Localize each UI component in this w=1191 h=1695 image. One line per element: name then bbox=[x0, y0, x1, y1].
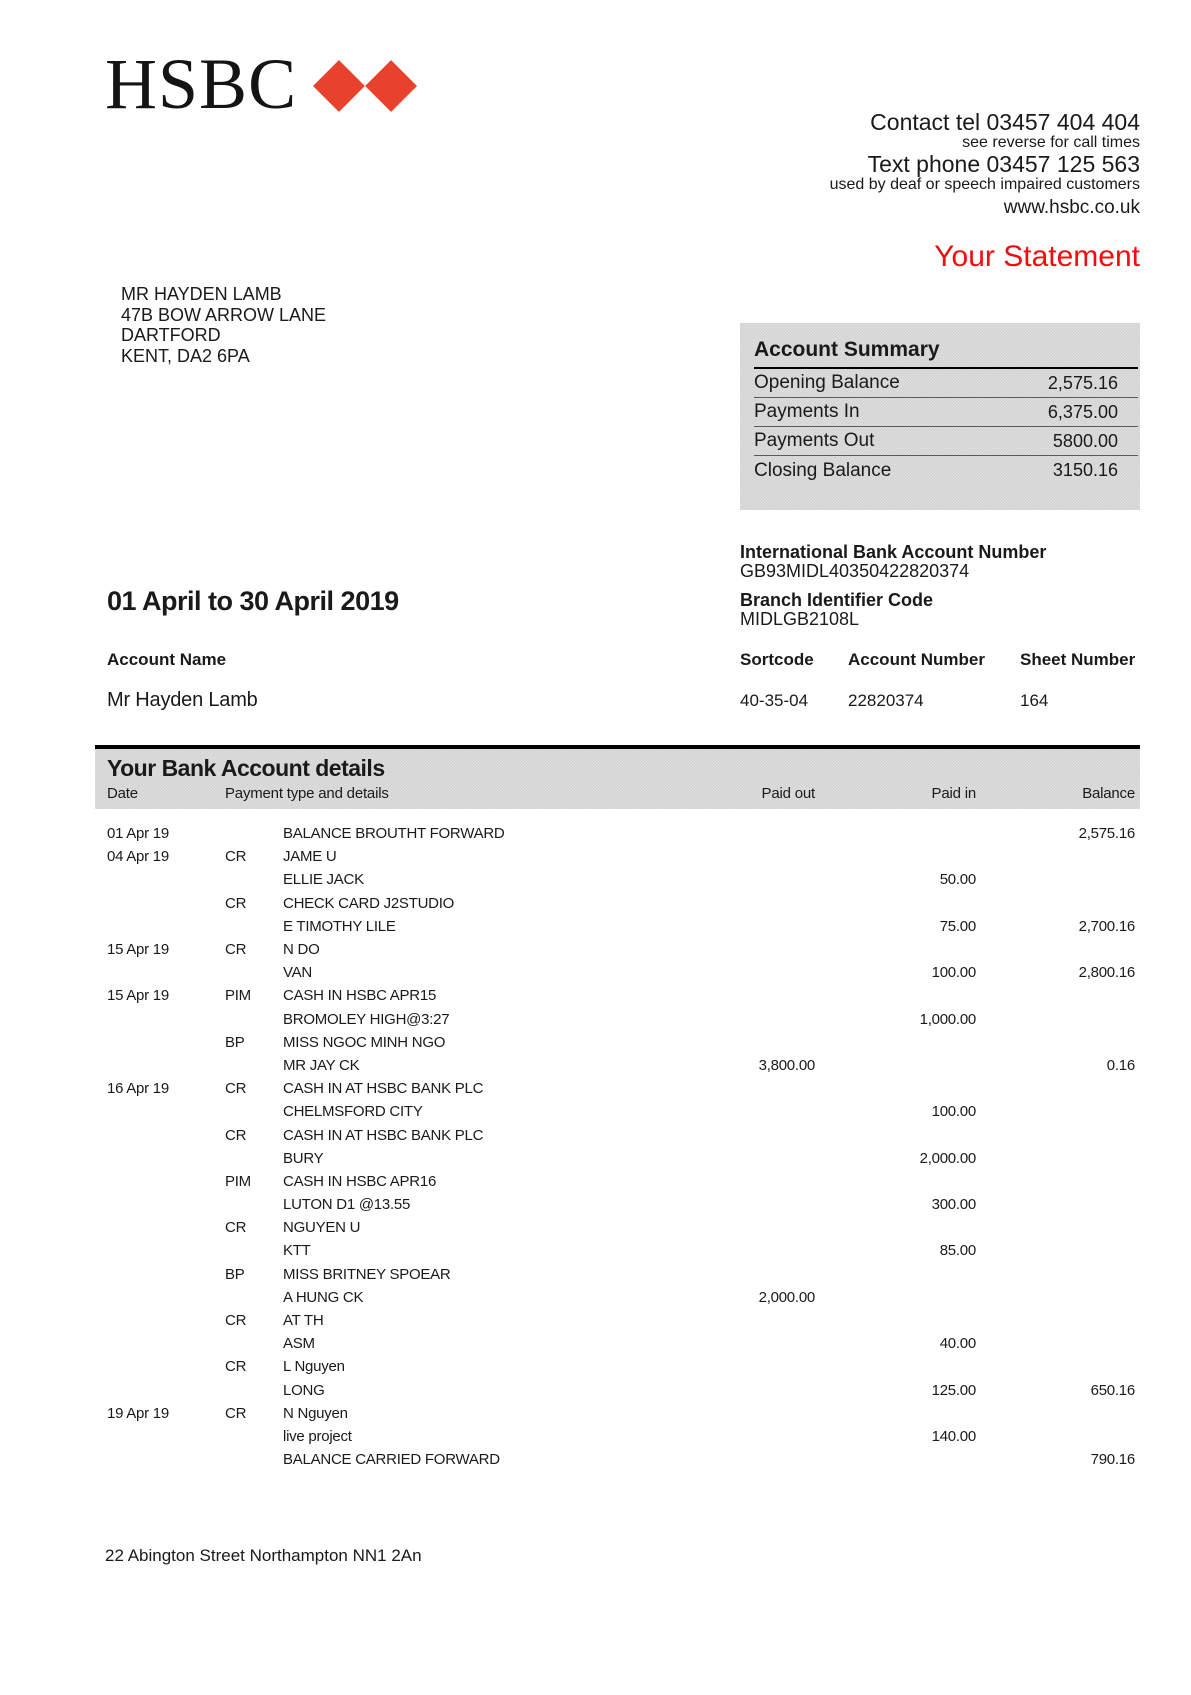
transactions-table bbox=[95, 745, 1140, 1471]
summary-label: Payments In bbox=[754, 401, 860, 422]
text-phone: Text phone 03457 125 563 bbox=[867, 151, 1140, 177]
transaction-row bbox=[95, 1054, 1140, 1077]
column-paid-out: Paid out bbox=[761, 785, 815, 802]
txn-details: ASM bbox=[283, 1335, 315, 1353]
transaction-row bbox=[95, 1239, 1140, 1262]
transactions-column-headers bbox=[95, 785, 1140, 802]
statement-period: 01 April to 30 April 2019 bbox=[107, 586, 399, 616]
bank-codes-block bbox=[740, 543, 1046, 629]
bic-value: MIDLGB2108L bbox=[740, 609, 860, 629]
txn-details: CASH IN AT HSBC BANK PLC bbox=[283, 1080, 484, 1098]
txn-paid-out: 3,800.00 bbox=[758, 1056, 815, 1074]
txn-details: CASH IN AT HSBC BANK PLC bbox=[283, 1126, 484, 1144]
txn-details: N Nguyen bbox=[283, 1404, 348, 1422]
txn-details: L Nguyen bbox=[283, 1358, 345, 1376]
contact-tel: Contact tel 03457 404 404 bbox=[870, 109, 1140, 135]
sortcode-value: 40-35-04 bbox=[740, 691, 809, 710]
summary-row-opening-balance bbox=[754, 369, 1138, 398]
txn-type: CR bbox=[225, 941, 247, 959]
column-date: Date bbox=[107, 785, 138, 802]
txn-details: JAME U bbox=[283, 848, 337, 866]
hsbc-wordmark: HSBC bbox=[105, 44, 298, 124]
txn-date: 15 Apr 19 bbox=[107, 941, 169, 959]
sortcode-label: Sortcode bbox=[740, 650, 814, 669]
txn-paid-in: 140.00 bbox=[931, 1427, 976, 1445]
txn-details: MR JAY CK bbox=[283, 1056, 360, 1074]
text-phone-note: used by deaf or speech impaired customers bbox=[829, 176, 1140, 193]
summary-label: Closing Balance bbox=[754, 459, 892, 481]
account-name-block bbox=[107, 650, 258, 712]
account-name-value: Mr Hayden Lamb bbox=[107, 689, 258, 711]
transaction-row bbox=[95, 984, 1140, 1007]
txn-details: LONG bbox=[283, 1381, 325, 1399]
txn-type: CR bbox=[225, 1404, 247, 1422]
txn-details: MISS NGOC MINH NGO bbox=[283, 1033, 446, 1051]
account-refs-block bbox=[740, 650, 1135, 711]
summary-row-closing-balance bbox=[754, 456, 1138, 485]
bic-label: Branch Identifier Code bbox=[740, 590, 934, 610]
contact-note: see reverse for call times bbox=[962, 134, 1140, 151]
txn-type: CR bbox=[225, 1219, 247, 1237]
transaction-row bbox=[95, 1123, 1140, 1146]
transaction-row bbox=[95, 892, 1140, 915]
txn-date: 15 Apr 19 bbox=[107, 987, 169, 1005]
txn-details: E TIMOTHY LILE bbox=[283, 917, 396, 935]
txn-details: KTT bbox=[283, 1242, 311, 1260]
txn-paid-in: 1,000.00 bbox=[919, 1010, 976, 1028]
txn-details: BROMOLEY HIGH@3:27 bbox=[283, 1010, 450, 1028]
txn-details: BALANCE CARRIED FORWARD bbox=[283, 1451, 500, 1469]
txn-paid-in: 100.00 bbox=[931, 964, 976, 982]
transactions-body bbox=[95, 809, 1140, 1471]
footer-address: 22 Abington Street Northampton NN1 2An bbox=[105, 1546, 422, 1565]
summary-value: 6,375.00 bbox=[1047, 401, 1118, 422]
txn-paid-in: 125.00 bbox=[931, 1381, 976, 1399]
transaction-row bbox=[95, 1402, 1140, 1425]
transaction-row bbox=[95, 1263, 1140, 1286]
txn-paid-in: 2,000.00 bbox=[919, 1149, 976, 1167]
txn-paid-in: 75.00 bbox=[939, 917, 976, 935]
transaction-row bbox=[95, 938, 1140, 961]
iban-value: GB93MIDL40350422820374 bbox=[740, 561, 970, 581]
statement-title: Your Statement bbox=[934, 240, 1140, 273]
summary-row-payments-out bbox=[754, 427, 1138, 456]
txn-details: BURY bbox=[283, 1149, 324, 1167]
txn-balance: 650.16 bbox=[1090, 1381, 1135, 1399]
txn-type: CR bbox=[225, 1312, 247, 1330]
txn-details: CASH IN HSBC APR15 bbox=[283, 987, 437, 1005]
txn-type: PIM bbox=[225, 987, 251, 1005]
column-balance: Balance bbox=[1082, 785, 1135, 802]
transaction-row bbox=[95, 1332, 1140, 1355]
account-number-label: Account Number bbox=[848, 650, 985, 669]
transaction-row bbox=[95, 1379, 1140, 1402]
txn-details: A HUNG CK bbox=[283, 1288, 364, 1306]
transaction-row bbox=[95, 1193, 1140, 1216]
txn-details: LUTON D1 @13.55 bbox=[283, 1196, 411, 1214]
summary-label: Payments Out bbox=[754, 430, 875, 451]
txn-type: PIM bbox=[225, 1172, 251, 1190]
txn-details: BALANCE BROUTHT FORWARD bbox=[283, 825, 505, 843]
account-summary-title: Account Summary bbox=[754, 338, 1138, 369]
summary-row-payments-in bbox=[754, 398, 1138, 427]
transaction-row bbox=[95, 1100, 1140, 1123]
txn-type: CR bbox=[225, 894, 247, 912]
txn-date: 04 Apr 19 bbox=[107, 848, 169, 866]
sheet-number-label: Sheet Number bbox=[1020, 650, 1136, 669]
transaction-row bbox=[95, 961, 1140, 984]
txn-type: CR bbox=[225, 848, 247, 866]
txn-date: 01 Apr 19 bbox=[107, 825, 169, 843]
txn-details: ELLIE JACK bbox=[283, 871, 364, 889]
txn-paid-in: 100.00 bbox=[931, 1103, 976, 1121]
txn-details: VAN bbox=[283, 964, 312, 982]
txn-type: CR bbox=[225, 1126, 247, 1144]
txn-details: CASH IN HSBC APR16 bbox=[283, 1172, 437, 1190]
contact-block bbox=[830, 110, 1140, 220]
iban-label: International Bank Account Number bbox=[740, 542, 1047, 562]
recipient-address bbox=[121, 284, 326, 366]
txn-details: live project bbox=[283, 1427, 352, 1445]
txn-balance: 2,575.16 bbox=[1078, 825, 1135, 843]
txn-details: CHECK CARD J2STUDIO bbox=[283, 894, 455, 912]
txn-balance: 2,800.16 bbox=[1078, 964, 1135, 982]
txn-paid-in: 40.00 bbox=[939, 1335, 976, 1353]
address-line: MR HAYDEN LAMB bbox=[121, 284, 282, 304]
transaction-row bbox=[95, 1170, 1140, 1193]
txn-date: 16 Apr 19 bbox=[107, 1080, 169, 1098]
transaction-row bbox=[95, 1286, 1140, 1309]
transaction-row bbox=[95, 1147, 1140, 1170]
txn-date: 19 Apr 19 bbox=[107, 1404, 169, 1422]
txn-balance: 790.16 bbox=[1090, 1451, 1135, 1469]
account-number-value: 22820374 bbox=[848, 691, 924, 710]
txn-details: CHELMSFORD CITY bbox=[283, 1103, 423, 1121]
txn-details: N DO bbox=[283, 941, 320, 959]
transaction-row bbox=[95, 868, 1140, 891]
transaction-row bbox=[95, 1309, 1140, 1332]
txn-balance: 2,700.16 bbox=[1078, 917, 1135, 935]
website-url: www.hsbc.co.uk bbox=[1003, 197, 1140, 218]
summary-value: 5800.00 bbox=[1052, 430, 1118, 451]
transaction-row bbox=[95, 1216, 1140, 1239]
transaction-row bbox=[95, 1008, 1140, 1031]
column-paid-in: Paid in bbox=[931, 785, 976, 802]
summary-value: 3150.16 bbox=[1052, 460, 1118, 480]
txn-paid-in: 50.00 bbox=[939, 871, 976, 889]
hsbc-hexagon-icon bbox=[313, 59, 417, 113]
txn-details: AT TH bbox=[283, 1312, 324, 1330]
txn-paid-in: 85.00 bbox=[939, 1242, 976, 1260]
account-summary-panel bbox=[740, 323, 1140, 510]
address-line: DARTFORD bbox=[121, 325, 221, 345]
txn-paid-out: 2,000.00 bbox=[758, 1288, 815, 1306]
account-name-label: Account Name bbox=[107, 650, 227, 669]
txn-paid-in: 300.00 bbox=[931, 1196, 976, 1214]
column-details: Payment type and details bbox=[225, 785, 389, 802]
address-line: KENT, DA2 6PA bbox=[121, 345, 250, 366]
summary-label: Opening Balance bbox=[754, 372, 900, 393]
sheet-number-value: 164 bbox=[1020, 691, 1049, 710]
txn-type: CR bbox=[225, 1080, 247, 1098]
address-line: 47B BOW ARROW LANE bbox=[121, 304, 327, 325]
transaction-row bbox=[95, 1448, 1140, 1471]
transaction-row bbox=[95, 1355, 1140, 1378]
transaction-row bbox=[95, 822, 1140, 845]
transactions-header bbox=[95, 749, 1140, 809]
transaction-row bbox=[95, 1077, 1140, 1100]
transactions-title: Your Bank Account details bbox=[107, 755, 385, 781]
txn-balance: 0.16 bbox=[1106, 1056, 1135, 1074]
txn-type: BP bbox=[225, 1265, 245, 1283]
transaction-row bbox=[95, 915, 1140, 938]
transaction-row bbox=[95, 845, 1140, 868]
summary-value: 2,575.16 bbox=[1047, 372, 1118, 393]
txn-type: CR bbox=[225, 1358, 247, 1376]
hsbc-logo bbox=[105, 44, 417, 124]
txn-details: NGUYEN U bbox=[283, 1219, 361, 1237]
transaction-row bbox=[95, 1031, 1140, 1054]
transaction-row bbox=[95, 1425, 1140, 1448]
txn-type: BP bbox=[225, 1033, 245, 1051]
txn-details: MISS BRITNEY SPOEAR bbox=[283, 1265, 451, 1283]
